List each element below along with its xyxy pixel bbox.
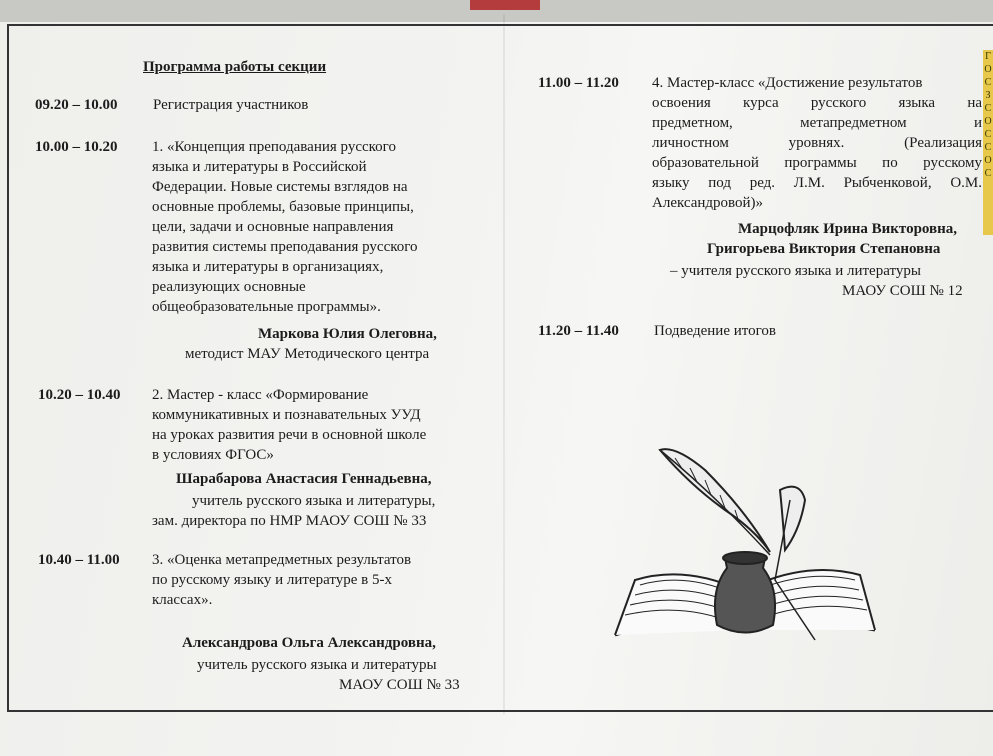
item3-line: по русскому языку и литературе в 5-х [152, 572, 392, 588]
time-item0: 09.20 – 10.00 [35, 97, 118, 113]
item4-line: 4. Мастер-класс «Достижение результатов [652, 75, 923, 91]
item4-line: личностном уровнях. (Реализация [652, 135, 982, 151]
page-fold [503, 14, 505, 714]
speaker-item4-b: Григорьева Виктория Степановна [707, 241, 941, 257]
time-item3: 10.40 – 11.00 [38, 552, 120, 568]
edge-letter: О [984, 64, 992, 75]
item4-line: Александровой)» [652, 195, 764, 211]
role-item2: учитель русского языка и литературы, [192, 493, 436, 509]
speaker-item2: Шарабарова Анастасия Геннадьевна, [176, 471, 432, 487]
speaker-item4-a: Марцофляк Ирина Викторовна, [738, 221, 958, 237]
edge-strip [983, 50, 993, 235]
edge-letter: С [984, 142, 992, 153]
edge-letter: С [984, 168, 992, 179]
item1-line: реализующих основные [152, 279, 306, 295]
frame-border-top [7, 24, 993, 26]
time-item5: 11.20 – 11.40 [538, 323, 619, 339]
role-item3: учитель русского языка и литературы [197, 657, 437, 673]
item1-line: Федерации. Новые системы взглядов на [152, 179, 408, 195]
role-item2: зам. директора по НМР МАОУ СОШ № 33 [152, 513, 427, 529]
page-title: Программа работы секции [143, 59, 327, 75]
text-item0: Регистрация участников [153, 97, 309, 113]
edge-letter: С [984, 103, 992, 114]
background-red-object [470, 0, 540, 10]
speaker-item3: Александрова Ольга Александровна, [182, 635, 436, 651]
item4-line: образовательной программы по русскому [652, 155, 982, 171]
time-item4: 11.00 – 11.20 [538, 75, 619, 91]
edge-letter: Г [985, 51, 991, 62]
frame-border-bottom [7, 710, 993, 712]
role-item3: МАОУ СОШ № 33 [339, 677, 460, 693]
item3-line: классах». [152, 592, 213, 608]
item4-line: языку под ред. Л.М. Рыбченковой, О.М. [652, 175, 982, 191]
item1-line: цели, задачи и основные направления [152, 219, 394, 235]
frame-border-left [7, 24, 9, 712]
quill-book-illustration [605, 440, 885, 660]
item4-line: предметном, метапредметном и [652, 115, 982, 131]
speaker-item1: Маркова Юлия Олеговна, [258, 326, 437, 342]
time-item1: 10.00 – 10.20 [35, 139, 118, 155]
item1-line: 1. «Концепция преподавания русского [152, 139, 396, 155]
item2-line: коммуникативных и познавательных УУД [152, 407, 421, 423]
item4-line: освоения курса русского языка на [652, 95, 982, 111]
background-strip [0, 0, 993, 22]
item2-line: 2. Мастер - класс «Формирование [152, 387, 369, 403]
text-item5: Подведение итогов [654, 323, 776, 339]
time-item2: 10.20 – 10.40 [38, 387, 121, 403]
edge-letter: С [984, 129, 992, 140]
item1-line: основные проблемы, базовые принципы, [152, 199, 414, 215]
item3-line: 3. «Оценка метапредметных результатов [152, 552, 412, 568]
item2-line: в условиях ФГОС» [152, 447, 274, 463]
edge-letter: О [984, 116, 992, 127]
edge-letter: С [984, 77, 992, 88]
role-item4: МАОУ СОШ № 12 [842, 283, 963, 299]
edge-letter: З [985, 90, 991, 101]
role-item4: – учителя русского языка и литературы [670, 263, 921, 279]
item1-line: языка и литературы в организациях, [152, 259, 384, 275]
item1-line: развития системы преподавания русского [152, 239, 418, 255]
edge-letter: О [984, 155, 992, 166]
item1-line: общеобразовательные программы». [152, 299, 381, 315]
item1-line: языка и литературы в Российской [152, 159, 367, 175]
role-item1: методист МАУ Методического центра [185, 346, 430, 362]
item2-line: на уроках развития речи в основной школе [152, 427, 427, 443]
